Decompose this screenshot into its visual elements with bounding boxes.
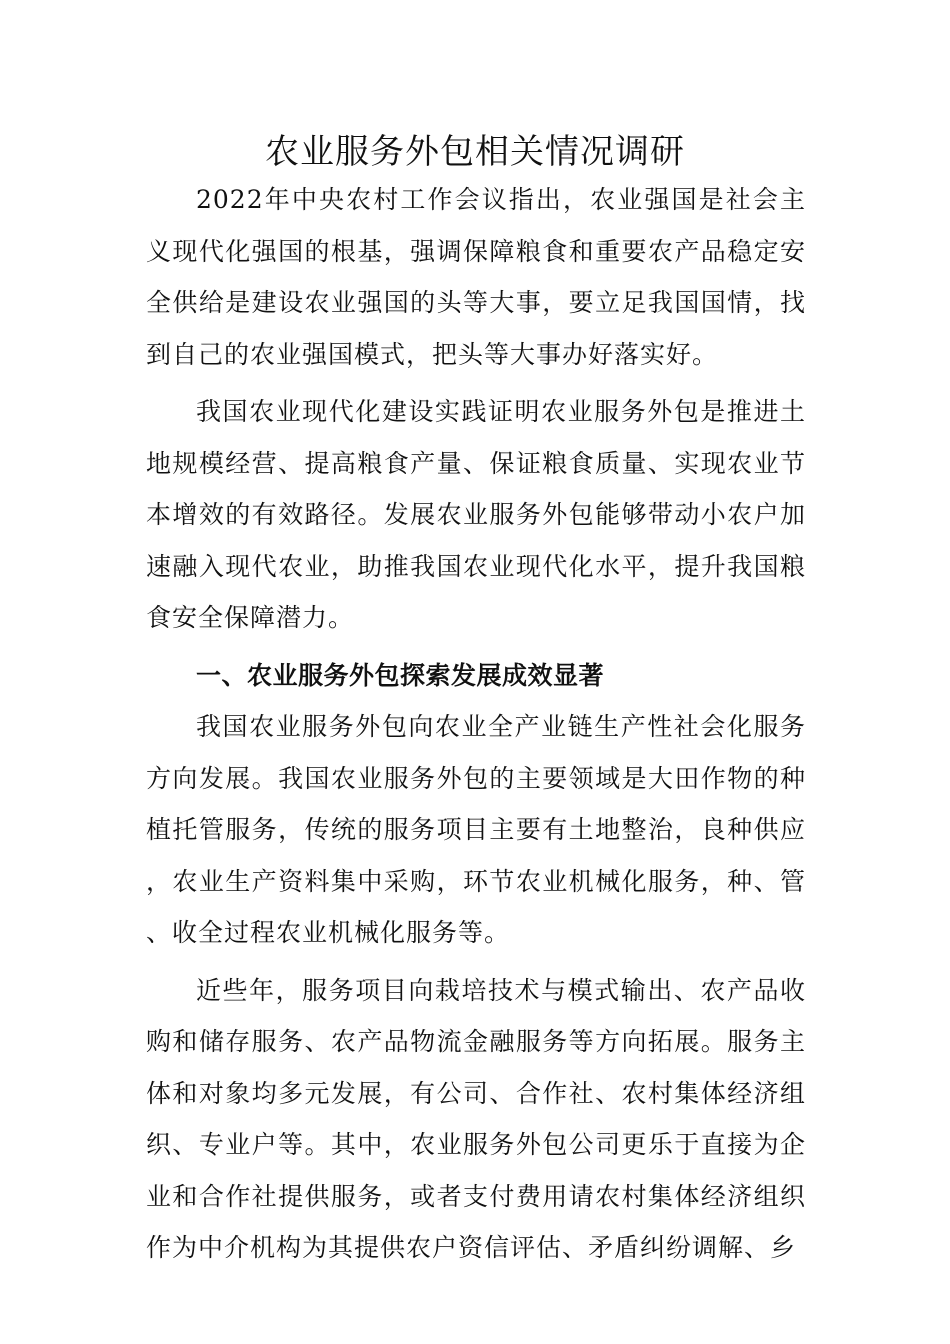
- paragraph-2: 我国农业现代化建设实践证明农业服务外包是推进土地规模经营、提高粮食产量、保证粮食质量、实现农业节本增效的有效路径。发展农业服务外包能够带动小农户加速融入现代农业，助推我国农业现代化水平，提升我国粮食安全保障潜力。: [146, 397, 806, 632]
- paragraph-3: 我国农业服务外包向农业全产业链生产性社会化服务方向发展。我国农业服务外包的主要领域是大田作物的种植托管服务，传统的服务项目主要有土地整治，良种供应，农业生产资料集中采购，环节农业机械化服务，种、管、收全过程农业机械化服务等。: [146, 712, 806, 947]
- paragraph-1: 2022年中央农村工作会议指出，农业强国是社会主义现代化强国的根基，强调保障粮食和重要农产品稳定安全供给是建设农业强国的头等大事，要立足我国国情，找到自己的农业强国模式，把头等大事办好落实好。: [146, 185, 806, 369]
- document-title: 农业服务外包相关情况调研: [265, 132, 685, 172]
- document-body: [146, 174, 806, 1274]
- section-heading-1: 一、农业服务外包探索发展成效显著: [196, 660, 605, 690]
- paragraph-4: 近些年，服务项目向栽培技术与模式输出、农产品收购和储存服务、农产品物流金融服务等方向拓展。服务主体和对象均多元发展，有公司、合作社、农村集体经济组织、专业户等。其中，农业服务外包公司更乐于直接为企业和合作社提供服务，或者支付费用请农村集体经济组织作为中介机构为其提供农户资信评估、矛盾纠纷调解、乡: [146, 975, 806, 1262]
